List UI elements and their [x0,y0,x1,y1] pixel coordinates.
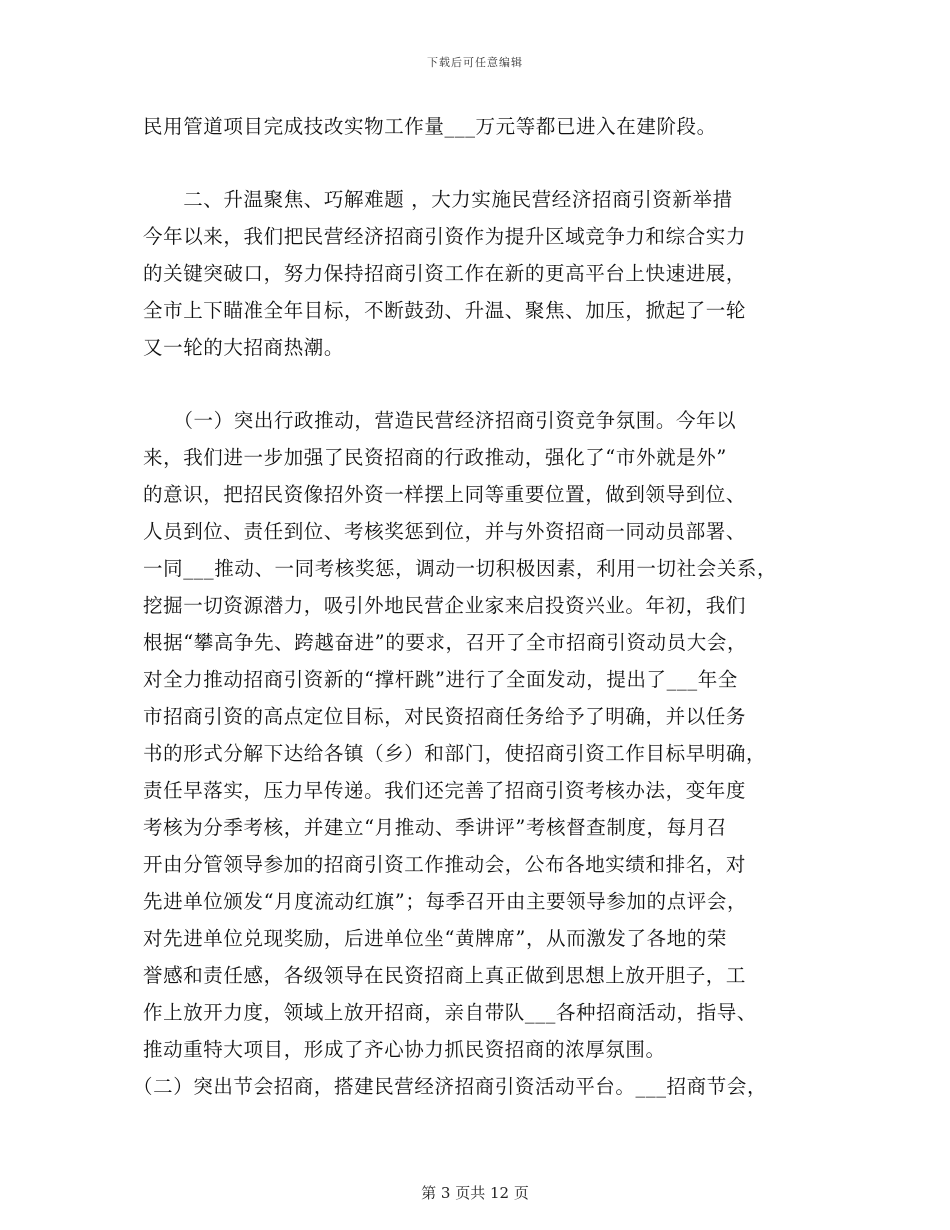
page-number: 第 3 页共 12 页 [421,1184,529,1202]
text-line: 市招商引资的高点定位目标，对民资招商任务给予了明确，并以任务 [143,705,747,728]
text-line: 二、升温聚焦、巧解难题 ，大力实施民营经济招商引资新举措 [143,188,733,211]
text-line: 先进单位颁发“月度流动红旗”；每季召开由主要领导参加的点评会， [143,890,748,913]
text-line: 挖掘一切资源潜力，吸引外地民营企业家来启投资兴业。年初，我们 [143,594,747,617]
text-line: 作上放开力度，领域上放开招商，亲自带队___各种招商活动，指导、 [143,1001,757,1024]
text-line: 根据“攀高争先、跨越奋进”的要求，召开了全市招商引资动员大会， [143,631,748,654]
text-line: 推动重特大项目，形成了齐心协力抓民资招商的浓厚氛围。 [143,1038,666,1061]
text-line: 来，我们进一步加强了民资招商的行政推动，强化了“市外就是外” [143,446,727,469]
text-line: 的意识，把招民资像招外资一样摆上同等重要位置，做到领导到位、 [143,483,747,506]
text-line: 民用管道项目完成技改实物工作量___万元等都已进入在建阶段。 [143,115,717,138]
text-line: 今年以来，我们把民营经济招商引资作为提升区域竞争力和综合实力 [143,225,747,248]
text-line: （一）突出行政推动，营造民营经济招商引资竞争氛围。今年以 [143,409,737,432]
text-line: （二）突出节会招商，搭建民营经济招商引资活动平台。___招商节会， [133,1075,768,1098]
text-line: 考核为分季考核，并建立“月推动、季讲评”考核督查制度，每月召 [143,816,727,839]
text-line: 一同___推动、一同考核奖惩，调动一切积极因素，利用一切社会关系， [143,557,778,580]
text-line: 对全力推动招商引资新的“撑杆跳”进行了全面发动，提出了___年全 [143,668,738,691]
text-line: 责任早落实，压力早传递。我们还完善了招商引资考核办法，变年度 [143,779,747,802]
text-line: 书的形式分解下达给各镇（乡）和部门，使招商引资工作目标早明确， [143,742,767,765]
page-header: 下载后可任意编辑 [427,56,523,69]
text-line: 对先进单位兑现奖励，后进单位坐“黄牌席”，从而激发了各地的荣 [143,927,727,950]
text-line: 全市上下瞄准全年目标，不断鼓劲、升温、聚焦、加压，掀起了一轮 [143,299,747,322]
text-line: 的关键突破口，努力保持招商引资工作在新的更高平台上快速进展， [143,262,747,285]
text-line: 人员到位、责任到位、考核奖惩到位，并与外资招商一同动员部署、 [143,520,747,543]
text-line: 又一轮的大招商热潮。 [143,336,345,359]
text-line: 开由分管领导参加的招商引资工作推动会，公布各地实绩和排名，对 [143,853,747,876]
text-line: 誉感和责任感，各级领导在民资招商上真正做到思想上放开胆子，工 [143,964,747,987]
